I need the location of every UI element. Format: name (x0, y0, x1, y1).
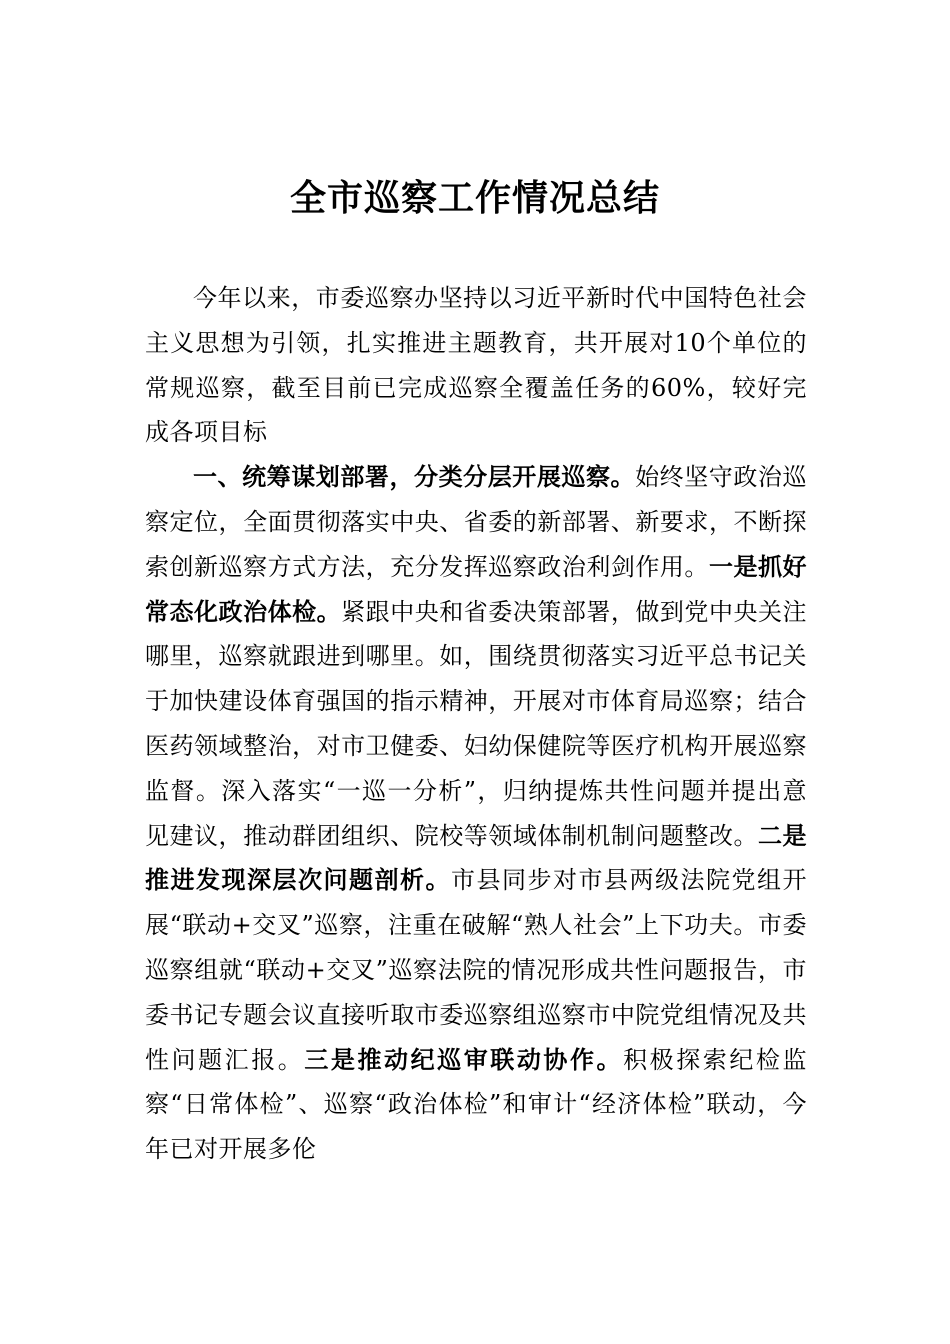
paragraph-section-one (145, 455, 807, 1172)
text-run: 今年以来，市委巡察办坚持以习近平新时代中国特色社会主义思想为引领，扎实推进主题教育，共开展对10个单位的常规巡察，截至目前已完成巡察全覆盖任务的60%，较好完成各项目标 (145, 284, 807, 447)
text-run: 市县同步对市县两级法院党组开展“联动+交叉”巡察，注重在破解“熟人社会”上下功夫。市委巡察组就“联动+交叉”巡察法院的情况形成共性问题报告，市委书记专题会议直接听取市委巡察组巡察市中院党组情况及共性问题汇报。 (145, 866, 807, 1074)
page-title: 全市巡察工作情况总结 (289, 177, 660, 219)
section-heading: 一、统筹谋划部署，分类分层开展巡察。 (193, 462, 636, 492)
subpoint-heading: 三是推动纪巡审联动协作。 (304, 1044, 624, 1074)
text-run: 积极探索纪检监察“日常体检”、巡察“政治体检”和审计“经济体检”联动，今年已对开展多伦 (145, 1045, 807, 1164)
subpoint-heading: 一是抓好常态化政治体检。 (145, 551, 808, 626)
paragraph-intro (145, 276, 807, 455)
text-run: 紧跟中央和省委决策部署，做到党中央关注哪里，巡察就跟进到哪里。如，围绕贯彻落实习近平总书记关于加快建设体育强国的指示精神，开展对市体育局巡察；结合医药领域整治，对市卫健委、妇幼保健院等医疗机构开展巡察监督。深入落实“一巡一分析”，归纳提炼共性问题并提出意见建议，推动群团组织、院校等领域体制机制问题整改。 (145, 597, 808, 850)
document-body (145, 276, 807, 1172)
text-run: 始终坚守政治巡察定位，全面贯彻落实中央、省委的新部署、新要求，不断探索创新巡察方式方法，充分发挥巡察政治利剑作用。 (145, 463, 807, 581)
subpoint-heading: 二是推进发现深层次问题剖析。 (145, 820, 808, 895)
